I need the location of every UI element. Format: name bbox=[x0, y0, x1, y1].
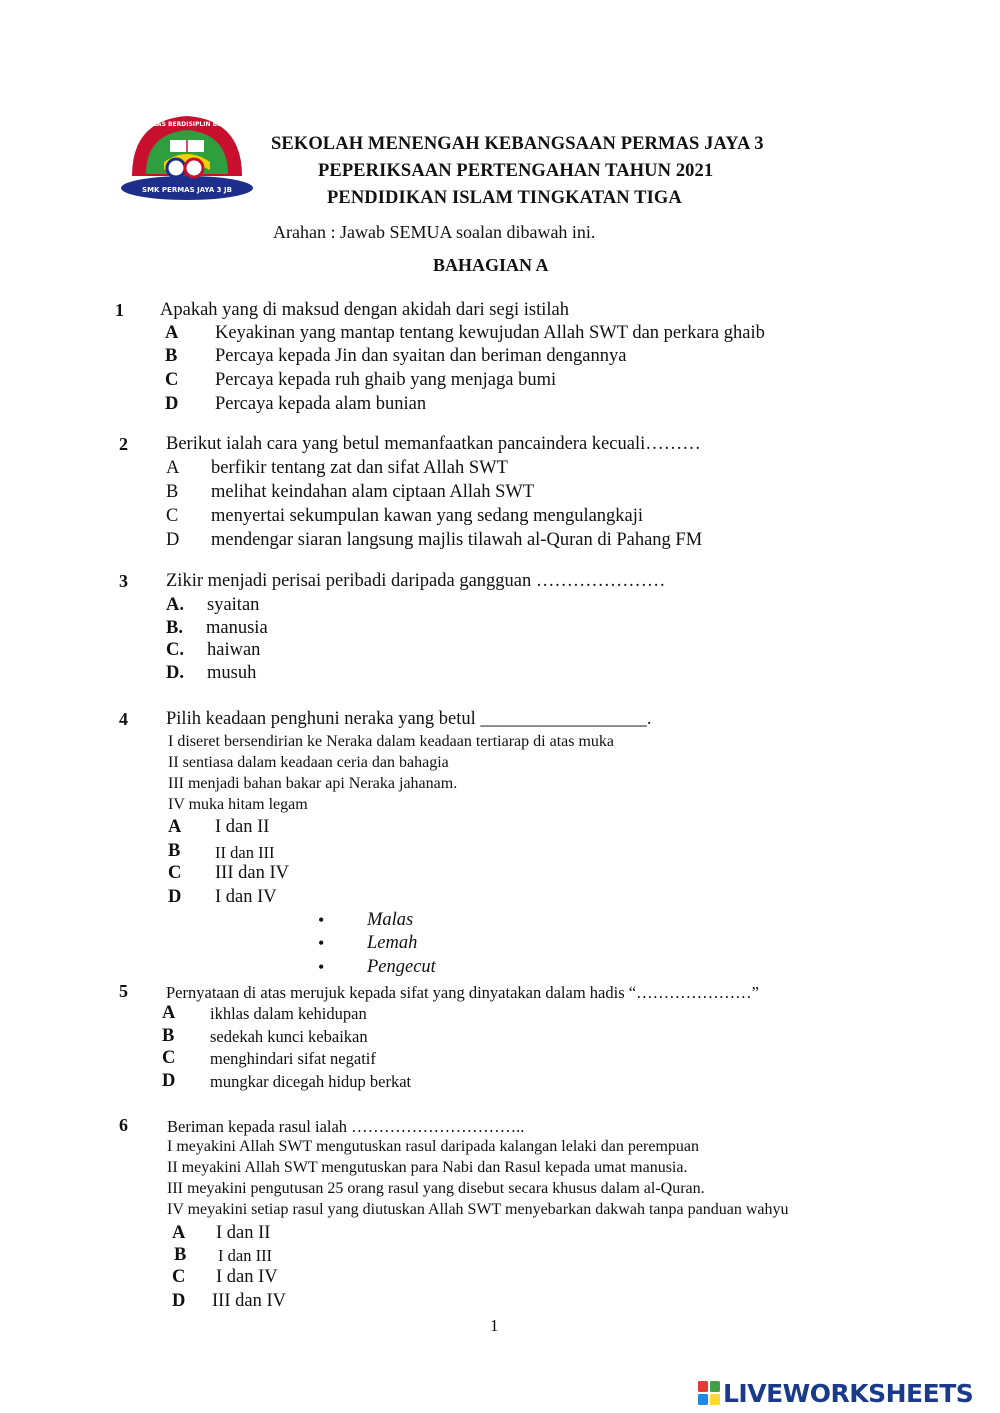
school-logo bbox=[118, 110, 256, 202]
bullet-icon: • bbox=[318, 933, 325, 953]
option-letter: C bbox=[172, 1267, 186, 1287]
option-d[interactable]: mendengar siaran langsung majlis tilawah al-Quran di Pahang FM bbox=[211, 530, 703, 550]
question-number: 6 bbox=[119, 1115, 128, 1135]
bullet-item: Malas bbox=[367, 910, 414, 930]
logo-text-bottom: SMK PERMAS JAYA 3 JB bbox=[142, 186, 232, 194]
option-a[interactable]: ikhlas dalam kehidupan bbox=[210, 1004, 367, 1023]
liveworksheets-logo-icon bbox=[697, 1380, 721, 1406]
page-number: 1 bbox=[490, 1316, 499, 1335]
bullet-item: Lemah bbox=[367, 933, 418, 953]
liveworksheets-brand[interactable] bbox=[697, 1378, 973, 1408]
option-b[interactable]: I dan III bbox=[218, 1246, 273, 1265]
question-text: Beriman kepada rasul ialah ………………………….. bbox=[167, 1117, 525, 1136]
option-a[interactable]: berfikir tentang zat dan sifat Allah SWT bbox=[211, 458, 508, 478]
statement-iv: IV muka hitam legam bbox=[168, 796, 308, 813]
option-letter: B. bbox=[166, 618, 183, 638]
option-b[interactable]: II dan III bbox=[215, 843, 275, 862]
option-a[interactable]: Keyakinan yang mantap tentang kewujudan Allah SWT dan perkara ghaib bbox=[215, 323, 765, 343]
bullet-icon: • bbox=[318, 957, 325, 977]
option-b[interactable]: melihat keindahan alam ciptaan Allah SWT bbox=[211, 482, 535, 502]
question-text: Pernyataan di atas merujuk kepada sifat yang dinyatakan dalam hadis “…………………” bbox=[166, 983, 759, 1002]
question-text: Pilih keadaan penghuni neraka yang betul __________________. bbox=[166, 709, 652, 729]
option-letter: D. bbox=[166, 663, 184, 683]
option-a[interactable]: I dan II bbox=[215, 817, 270, 837]
option-letter: D bbox=[172, 1291, 186, 1311]
option-letter: C. bbox=[166, 640, 184, 660]
option-c[interactable]: Percaya kepada ruh ghaib yang menjaga bumi bbox=[215, 370, 557, 390]
question-number: 2 bbox=[119, 434, 128, 454]
question-text: Zikir menjadi perisai peribadi daripada gangguan ………………… bbox=[166, 571, 666, 591]
option-letter: B bbox=[166, 482, 179, 502]
option-a[interactable]: I dan II bbox=[216, 1223, 271, 1243]
bullet-icon: • bbox=[318, 910, 325, 930]
statement-ii: II meyakini Allah SWT mengutuskan para Nabi dan Rasul kepada umat manusia. bbox=[167, 1159, 688, 1176]
option-c[interactable]: III dan IV bbox=[215, 863, 289, 883]
option-b[interactable]: Percaya kepada Jin dan syaitan dan beriman dengannya bbox=[215, 346, 627, 366]
option-d[interactable]: mungkar dicegah hidup berkat bbox=[210, 1072, 412, 1091]
option-letter: C bbox=[168, 863, 182, 883]
option-d[interactable]: I dan IV bbox=[215, 887, 277, 907]
option-letter: A bbox=[168, 817, 182, 837]
option-c[interactable]: menyertai sekumpulan kawan yang sedang mengulangkaji bbox=[211, 506, 644, 526]
option-letter: C bbox=[166, 506, 179, 526]
option-letter: A bbox=[172, 1223, 186, 1243]
subject-title: PENDIDIKAN ISLAM TINGKATAN TIGA bbox=[327, 188, 682, 208]
option-letter: B bbox=[165, 346, 178, 366]
option-d[interactable]: musuh bbox=[207, 663, 257, 683]
option-b[interactable]: sedekah kunci kebaikan bbox=[210, 1027, 368, 1046]
question-number: 4 bbox=[119, 709, 128, 729]
statement-iii: III menjadi bahan bakar api Neraka jahanam. bbox=[168, 775, 458, 792]
option-letter: C bbox=[165, 370, 179, 390]
question-number: 3 bbox=[119, 571, 128, 591]
bullet-item: Pengecut bbox=[367, 957, 436, 977]
statement-iii: III meyakini pengutusan 25 orang rasul yang disebut secara khusus dalam al-Quran. bbox=[167, 1180, 705, 1197]
option-c[interactable]: I dan IV bbox=[216, 1267, 278, 1287]
option-d[interactable]: Percaya kepada alam bunian bbox=[215, 394, 427, 414]
exam-title: PEPERIKSAAN PERTENGAHAN TAHUN 2021 bbox=[318, 161, 714, 181]
option-letter: D bbox=[162, 1071, 176, 1091]
option-letter: D bbox=[168, 887, 182, 907]
option-letter: B bbox=[174, 1245, 187, 1265]
statement-i: I diseret bersendirian ke Neraka dalam keadaan tertiarap di atas muka bbox=[168, 733, 615, 750]
brand-name: LIVEWORKSHEETS bbox=[723, 1378, 974, 1408]
question-text: Berikut ialah cara yang betul memanfaatkan pancaindera kecuali……… bbox=[166, 434, 701, 454]
option-d[interactable]: III dan IV bbox=[212, 1291, 286, 1311]
statement-ii: II sentiasa dalam keadaan ceria dan bahagia bbox=[168, 754, 449, 771]
question-text: Apakah yang di maksud dengan akidah dari segi istilah bbox=[160, 300, 569, 320]
statement-i: I meyakini Allah SWT mengutuskan rasul daripada kalangan lelaki dan perempuan bbox=[167, 1138, 699, 1155]
statement-iv: IV meyakini setiap rasul yang diutuskan Allah SWT menyebarkan dakwah tanpa panduan wahyu bbox=[167, 1201, 789, 1218]
logo-text-top: BERIKHLAS BERDISIPLIN BERBAKTI bbox=[127, 121, 247, 128]
option-c[interactable]: menghindari sifat negatif bbox=[210, 1049, 376, 1068]
option-a[interactable]: syaitan bbox=[207, 595, 260, 615]
question-number: 1 bbox=[115, 300, 124, 320]
option-letter: B bbox=[162, 1026, 175, 1046]
option-letter: A bbox=[166, 458, 180, 478]
question-number: 5 bbox=[119, 981, 128, 1001]
option-letter: A bbox=[162, 1003, 176, 1023]
section-title: BAHAGIAN A bbox=[433, 255, 549, 275]
option-letter: B bbox=[168, 841, 181, 861]
school-name: SEKOLAH MENENGAH KEBANGSAAN PERMAS JAYA 3 bbox=[271, 134, 764, 154]
option-letter: D bbox=[166, 530, 180, 550]
option-c[interactable]: haiwan bbox=[207, 640, 261, 660]
option-letter: D bbox=[165, 394, 179, 414]
option-letter: A bbox=[165, 323, 179, 343]
option-letter: A. bbox=[166, 595, 184, 615]
option-b[interactable]: manusia bbox=[206, 618, 268, 638]
instruction: Arahan : Jawab SEMUA soalan dibawah ini. bbox=[273, 222, 596, 242]
option-letter: C bbox=[162, 1048, 176, 1068]
